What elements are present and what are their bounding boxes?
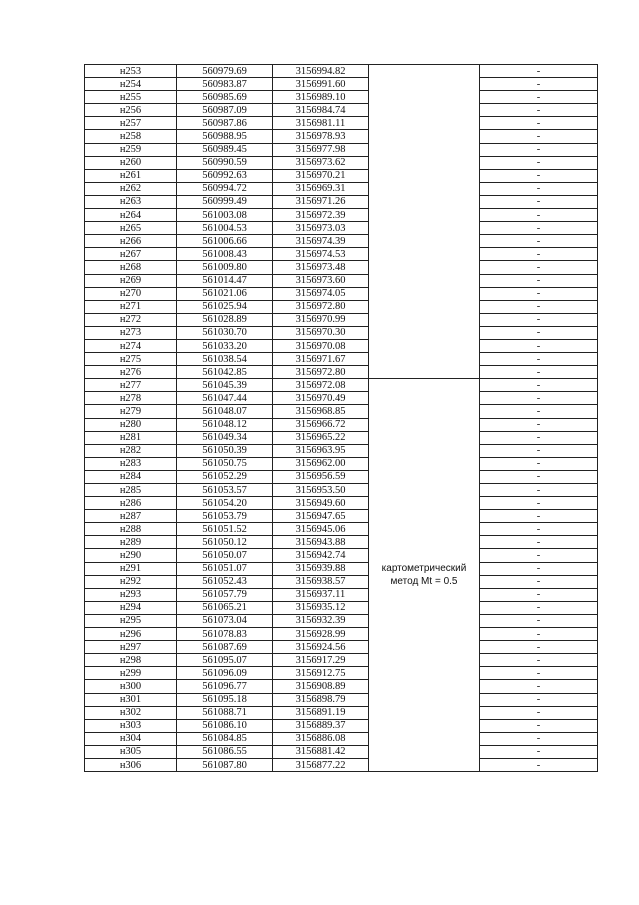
point-name-cell: н297: [85, 641, 177, 654]
point-name-cell: н261: [85, 169, 177, 182]
y-coordinate-cell: 3156889.37: [273, 719, 369, 732]
x-coordinate-cell: 561073.04: [177, 614, 273, 627]
point-name-cell: н285: [85, 484, 177, 497]
x-coordinate-cell: 561065.21: [177, 601, 273, 614]
x-coordinate-cell: 561014.47: [177, 274, 273, 287]
x-coordinate-cell: 561052.43: [177, 575, 273, 588]
table-row: [85, 339, 598, 352]
table-row: [85, 444, 598, 457]
dash-cell: -: [480, 457, 598, 470]
table-row: [85, 431, 598, 444]
table-row: [85, 326, 598, 339]
dash-cell: -: [480, 405, 598, 418]
dash-cell: -: [480, 353, 598, 366]
dash-cell: -: [480, 169, 598, 182]
y-coordinate-cell: 3156989.10: [273, 91, 369, 104]
dash-cell: -: [480, 287, 598, 300]
dash-cell: -: [480, 156, 598, 169]
y-coordinate-cell: 3156981.11: [273, 117, 369, 130]
point-name-cell: н263: [85, 195, 177, 208]
table-row: [85, 78, 598, 91]
table-row: [85, 523, 598, 536]
table-row: [85, 758, 598, 771]
point-name-cell: н262: [85, 182, 177, 195]
x-coordinate-cell: 560987.09: [177, 104, 273, 117]
dash-cell: -: [480, 130, 598, 143]
y-coordinate-cell: 3156949.60: [273, 497, 369, 510]
dash-cell: -: [480, 222, 598, 235]
point-name-cell: н279: [85, 405, 177, 418]
table-row: [85, 706, 598, 719]
point-name-cell: н265: [85, 222, 177, 235]
point-name-cell: н283: [85, 457, 177, 470]
table-row: [85, 693, 598, 706]
dash-cell: -: [480, 313, 598, 326]
table-row: [85, 497, 598, 510]
point-name-cell: н270: [85, 287, 177, 300]
dash-cell: -: [480, 484, 598, 497]
dash-cell: -: [480, 392, 598, 405]
x-coordinate-cell: 561006.66: [177, 235, 273, 248]
dash-cell: -: [480, 65, 598, 78]
y-coordinate-cell: 3156891.19: [273, 706, 369, 719]
point-name-cell: н276: [85, 366, 177, 379]
point-name-cell: н271: [85, 300, 177, 313]
point-name-cell: н267: [85, 248, 177, 261]
point-name-cell: н275: [85, 353, 177, 366]
point-name-cell: н305: [85, 745, 177, 758]
point-name-cell: н298: [85, 654, 177, 667]
point-name-cell: н264: [85, 209, 177, 222]
y-coordinate-cell: 3156970.30: [273, 326, 369, 339]
table-row: [85, 235, 598, 248]
table-row: [85, 65, 598, 78]
x-coordinate-cell: 561087.80: [177, 758, 273, 771]
x-coordinate-cell: 560979.69: [177, 65, 273, 78]
y-coordinate-cell: 3156974.05: [273, 287, 369, 300]
table-row: [85, 287, 598, 300]
dash-cell: -: [480, 91, 598, 104]
y-coordinate-cell: 3156973.60: [273, 274, 369, 287]
y-coordinate-cell: 3156973.62: [273, 156, 369, 169]
table-row: [85, 575, 598, 588]
dash-cell: -: [480, 667, 598, 680]
y-coordinate-cell: 3156973.48: [273, 261, 369, 274]
dash-cell: -: [480, 562, 598, 575]
dash-cell: -: [480, 261, 598, 274]
x-coordinate-cell: 561050.75: [177, 457, 273, 470]
dash-cell: -: [480, 339, 598, 352]
x-coordinate-cell: 561009.80: [177, 261, 273, 274]
x-coordinate-cell: 561086.55: [177, 745, 273, 758]
dash-cell: -: [480, 510, 598, 523]
x-coordinate-cell: 561078.83: [177, 628, 273, 641]
point-name-cell: н294: [85, 601, 177, 614]
dash-cell: -: [480, 470, 598, 483]
x-coordinate-cell: 560992.63: [177, 169, 273, 182]
table-row: [85, 628, 598, 641]
dash-cell: -: [480, 117, 598, 130]
x-coordinate-cell: 561030.70: [177, 326, 273, 339]
dash-cell: -: [480, 326, 598, 339]
x-coordinate-cell: 561052.29: [177, 470, 273, 483]
dash-cell: -: [480, 523, 598, 536]
y-coordinate-cell: 3156912.75: [273, 667, 369, 680]
y-coordinate-cell: 3156953.50: [273, 484, 369, 497]
table-row: [85, 484, 598, 497]
table-row: [85, 313, 598, 326]
y-coordinate-cell: 3156943.88: [273, 536, 369, 549]
dash-cell: -: [480, 78, 598, 91]
dash-cell: -: [480, 601, 598, 614]
point-name-cell: н302: [85, 706, 177, 719]
x-coordinate-cell: 561042.85: [177, 366, 273, 379]
x-coordinate-cell: 560989.45: [177, 143, 273, 156]
x-coordinate-cell: 561095.07: [177, 654, 273, 667]
x-coordinate-cell: 561054.20: [177, 497, 273, 510]
table-row: [85, 195, 598, 208]
x-coordinate-cell: 561050.39: [177, 444, 273, 457]
x-coordinate-cell: 561025.94: [177, 300, 273, 313]
y-coordinate-cell: 3156977.98: [273, 143, 369, 156]
y-coordinate-cell: 3156972.80: [273, 366, 369, 379]
dash-cell: -: [480, 143, 598, 156]
x-coordinate-cell: 561008.43: [177, 248, 273, 261]
method-note-cell: картометрический метод Mt = 0.5: [369, 379, 480, 772]
x-coordinate-cell: 561048.12: [177, 418, 273, 431]
dash-cell: -: [480, 497, 598, 510]
y-coordinate-cell: 3156898.79: [273, 693, 369, 706]
dash-cell: -: [480, 706, 598, 719]
point-name-cell: н290: [85, 549, 177, 562]
table-row: [85, 418, 598, 431]
point-name-cell: н258: [85, 130, 177, 143]
point-name-cell: н282: [85, 444, 177, 457]
table-row: [85, 588, 598, 601]
table-row: [85, 209, 598, 222]
table-row: [85, 143, 598, 156]
table-row: [85, 366, 598, 379]
table-row: [85, 601, 598, 614]
dash-cell: -: [480, 444, 598, 457]
point-name-cell: н304: [85, 732, 177, 745]
table-row: [85, 274, 598, 287]
x-coordinate-cell: 561086.10: [177, 719, 273, 732]
y-coordinate-cell: 3156947.65: [273, 510, 369, 523]
dash-cell: -: [480, 274, 598, 287]
point-name-cell: н259: [85, 143, 177, 156]
x-coordinate-cell: 561096.77: [177, 680, 273, 693]
x-coordinate-cell: 561095.18: [177, 693, 273, 706]
point-name-cell: н287: [85, 510, 177, 523]
dash-cell: -: [480, 758, 598, 771]
y-coordinate-cell: 3156970.99: [273, 313, 369, 326]
table-row: [85, 680, 598, 693]
table-row: [85, 182, 598, 195]
y-coordinate-cell: 3156965.22: [273, 431, 369, 444]
x-coordinate-cell: 561038.54: [177, 353, 273, 366]
point-name-cell: н303: [85, 719, 177, 732]
table-row: [85, 353, 598, 366]
point-name-cell: н278: [85, 392, 177, 405]
x-coordinate-cell: 560990.59: [177, 156, 273, 169]
y-coordinate-cell: 3156932.39: [273, 614, 369, 627]
dash-cell: -: [480, 732, 598, 745]
table-row: [85, 222, 598, 235]
y-coordinate-cell: 3156963.95: [273, 444, 369, 457]
table-row: [85, 457, 598, 470]
dash-cell: -: [480, 379, 598, 392]
y-coordinate-cell: 3156935.12: [273, 601, 369, 614]
y-coordinate-cell: 3156938.57: [273, 575, 369, 588]
dash-cell: -: [480, 104, 598, 117]
dash-cell: -: [480, 195, 598, 208]
y-coordinate-cell: 3156924.56: [273, 641, 369, 654]
y-coordinate-cell: 3156942.74: [273, 549, 369, 562]
x-coordinate-cell: 560994.72: [177, 182, 273, 195]
point-name-cell: н299: [85, 667, 177, 680]
y-coordinate-cell: 3156966.72: [273, 418, 369, 431]
dash-cell: -: [480, 745, 598, 758]
dash-cell: -: [480, 719, 598, 732]
point-name-cell: н295: [85, 614, 177, 627]
point-name-cell: н254: [85, 78, 177, 91]
dash-cell: -: [480, 235, 598, 248]
coordinates-table: [84, 64, 598, 772]
table-row: [85, 261, 598, 274]
point-name-cell: н256: [85, 104, 177, 117]
y-coordinate-cell: 3156969.31: [273, 182, 369, 195]
table-row: [85, 300, 598, 313]
point-name-cell: н301: [85, 693, 177, 706]
y-coordinate-cell: 3156984.74: [273, 104, 369, 117]
x-coordinate-cell: 561047.44: [177, 392, 273, 405]
x-coordinate-cell: 560987.86: [177, 117, 273, 130]
table-row: [85, 732, 598, 745]
point-name-cell: н293: [85, 588, 177, 601]
dash-cell: -: [480, 680, 598, 693]
dash-cell: -: [480, 431, 598, 444]
x-coordinate-cell: 561088.71: [177, 706, 273, 719]
point-name-cell: н284: [85, 470, 177, 483]
coordinates-table-body: [85, 65, 598, 772]
point-name-cell: н306: [85, 758, 177, 771]
point-name-cell: н274: [85, 339, 177, 352]
y-coordinate-cell: 3156945.06: [273, 523, 369, 536]
y-coordinate-cell: 3156971.26: [273, 195, 369, 208]
point-name-cell: н300: [85, 680, 177, 693]
x-coordinate-cell: 561004.53: [177, 222, 273, 235]
dash-cell: -: [480, 628, 598, 641]
x-coordinate-cell: 560999.49: [177, 195, 273, 208]
x-coordinate-cell: 561053.79: [177, 510, 273, 523]
point-name-cell: н281: [85, 431, 177, 444]
x-coordinate-cell: 560985.69: [177, 91, 273, 104]
y-coordinate-cell: 3156956.59: [273, 470, 369, 483]
y-coordinate-cell: 3156928.99: [273, 628, 369, 641]
x-coordinate-cell: 561087.69: [177, 641, 273, 654]
y-coordinate-cell: 3156972.39: [273, 209, 369, 222]
x-coordinate-cell: 561048.07: [177, 405, 273, 418]
y-coordinate-cell: 3156978.93: [273, 130, 369, 143]
point-name-cell: н288: [85, 523, 177, 536]
y-coordinate-cell: 3156972.08: [273, 379, 369, 392]
point-name-cell: н273: [85, 326, 177, 339]
y-coordinate-cell: 3156970.49: [273, 392, 369, 405]
table-row: [85, 405, 598, 418]
y-coordinate-cell: 3156886.08: [273, 732, 369, 745]
table-row: [85, 91, 598, 104]
table-row: [85, 562, 598, 575]
y-coordinate-cell: 3156877.22: [273, 758, 369, 771]
point-name-cell: н280: [85, 418, 177, 431]
dash-cell: -: [480, 693, 598, 706]
x-coordinate-cell: 560983.87: [177, 78, 273, 91]
dash-cell: -: [480, 549, 598, 562]
table-row: [85, 104, 598, 117]
table-row: [85, 536, 598, 549]
y-coordinate-cell: 3156917.29: [273, 654, 369, 667]
point-name-cell: н272: [85, 313, 177, 326]
point-name-cell: н260: [85, 156, 177, 169]
point-name-cell: н277: [85, 379, 177, 392]
dash-cell: -: [480, 209, 598, 222]
x-coordinate-cell: 561003.08: [177, 209, 273, 222]
y-coordinate-cell: 3156970.21: [273, 169, 369, 182]
y-coordinate-cell: 3156881.42: [273, 745, 369, 758]
point-name-cell: н286: [85, 497, 177, 510]
x-coordinate-cell: 561050.07: [177, 549, 273, 562]
y-coordinate-cell: 3156991.60: [273, 78, 369, 91]
y-coordinate-cell: 3156968.85: [273, 405, 369, 418]
table-row: [85, 654, 598, 667]
dash-cell: -: [480, 536, 598, 549]
table-row: [85, 719, 598, 732]
dash-cell: -: [480, 641, 598, 654]
dash-cell: -: [480, 300, 598, 313]
table-row: [85, 510, 598, 523]
table-row: [85, 667, 598, 680]
method-cell-empty: [369, 65, 480, 379]
x-coordinate-cell: 561050.12: [177, 536, 273, 549]
table-row: [85, 392, 598, 405]
y-coordinate-cell: 3156974.53: [273, 248, 369, 261]
y-coordinate-cell: 3156973.03: [273, 222, 369, 235]
table-row: [85, 470, 598, 483]
x-coordinate-cell: 561028.89: [177, 313, 273, 326]
y-coordinate-cell: 3156994.82: [273, 65, 369, 78]
table-row: [85, 248, 598, 261]
point-name-cell: н289: [85, 536, 177, 549]
y-coordinate-cell: 3156939.88: [273, 562, 369, 575]
dash-cell: -: [480, 614, 598, 627]
dash-cell: -: [480, 248, 598, 261]
point-name-cell: н266: [85, 235, 177, 248]
dash-cell: -: [480, 182, 598, 195]
dash-cell: -: [480, 366, 598, 379]
x-coordinate-cell: 561033.20: [177, 339, 273, 352]
x-coordinate-cell: 561049.34: [177, 431, 273, 444]
dash-cell: -: [480, 575, 598, 588]
point-name-cell: н292: [85, 575, 177, 588]
table-row: [85, 379, 598, 392]
x-coordinate-cell: 561051.07: [177, 562, 273, 575]
y-coordinate-cell: 3156971.67: [273, 353, 369, 366]
y-coordinate-cell: 3156937.11: [273, 588, 369, 601]
y-coordinate-cell: 3156962.00: [273, 457, 369, 470]
y-coordinate-cell: 3156908.89: [273, 680, 369, 693]
point-name-cell: н291: [85, 562, 177, 575]
point-name-cell: н257: [85, 117, 177, 130]
point-name-cell: н296: [85, 628, 177, 641]
x-coordinate-cell: 561096.09: [177, 667, 273, 680]
x-coordinate-cell: 561057.79: [177, 588, 273, 601]
dash-cell: -: [480, 654, 598, 667]
y-coordinate-cell: 3156974.39: [273, 235, 369, 248]
y-coordinate-cell: 3156972.80: [273, 300, 369, 313]
dash-cell: -: [480, 588, 598, 601]
x-coordinate-cell: 561045.39: [177, 379, 273, 392]
y-coordinate-cell: 3156970.08: [273, 339, 369, 352]
point-name-cell: н253: [85, 65, 177, 78]
table-row: [85, 745, 598, 758]
table-row: [85, 641, 598, 654]
x-coordinate-cell: 561084.85: [177, 732, 273, 745]
point-name-cell: н255: [85, 91, 177, 104]
table-row: [85, 130, 598, 143]
point-name-cell: н269: [85, 274, 177, 287]
table-row: [85, 549, 598, 562]
point-name-cell: н268: [85, 261, 177, 274]
dash-cell: -: [480, 418, 598, 431]
x-coordinate-cell: 561053.57: [177, 484, 273, 497]
table-row: [85, 156, 598, 169]
table-row: [85, 169, 598, 182]
x-coordinate-cell: 561021.06: [177, 287, 273, 300]
x-coordinate-cell: 560988.95: [177, 130, 273, 143]
table-row: [85, 614, 598, 627]
table-row: [85, 117, 598, 130]
x-coordinate-cell: 561051.52: [177, 523, 273, 536]
